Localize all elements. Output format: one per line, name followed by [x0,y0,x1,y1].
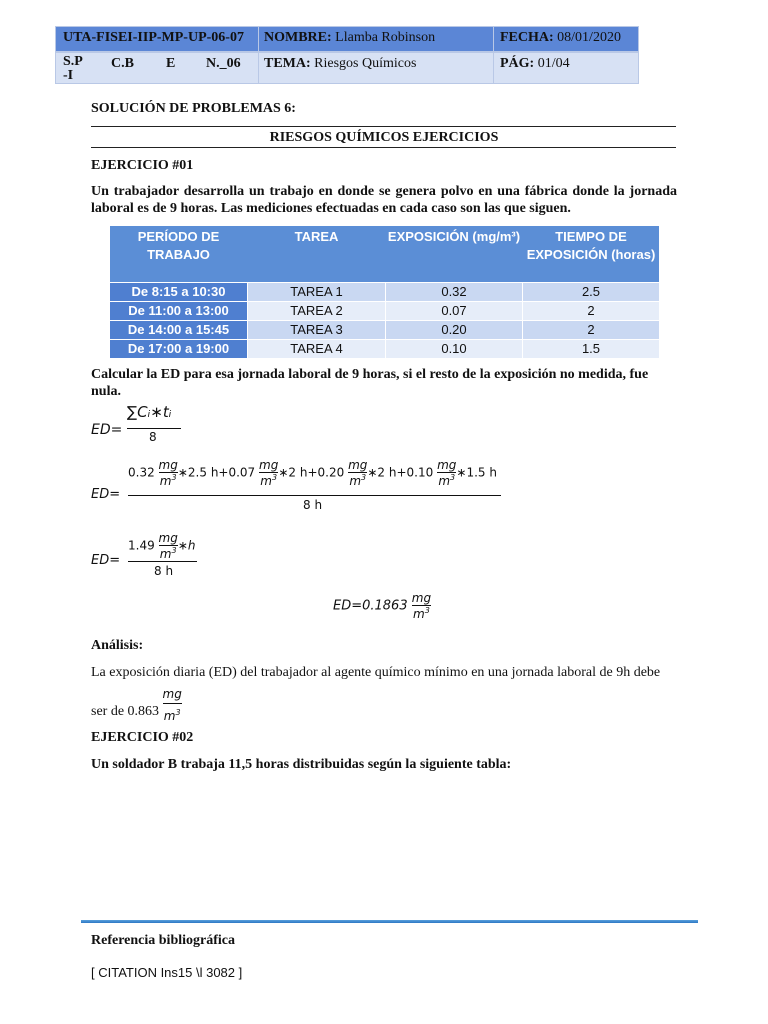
header-row-2 [55,52,639,84]
cell-tiempo: 1.5 [523,340,659,358]
table-row [110,302,659,320]
equation-2 [91,458,511,514]
ejercicio-1-statement: Un trabajador desarrolla un trabajo en donde se genera polvo en una fábrica donde la jornada laboral es de 9 horas. Las mediciones efectuadas en cada caso son las que siguen. [91,184,677,216]
table-row [110,283,659,301]
eq3-denominator: 8 h [154,564,174,578]
e-field: E [166,56,176,71]
reference-title: Referencia bibliográfica [91,933,235,948]
th-exposicion: EXPOSICIÓN (mg/m³) [387,229,521,244]
eq2-numerator: 0.32 $\frac{mg}{m^3}$ ∗2.5 h+0.07 $\frac{mg}{m^3}$ ∗2 h+0.20 $\frac{mg}{m^3}$ ∗2 h+0.10 $\frac{mg}{m^3}$ ∗1.5 h [128,458,497,488]
equation-4: ED=0.1863 $\frac{mg}{m^3}$ [333,591,432,621]
cell-tarea: TAREA 1 [248,283,385,301]
pag-field: PÁG: 01/04 [500,56,570,71]
cell-periodo: De 14:00 a 15:45 [110,321,247,339]
analysis-text: La exposición diaria (ED) del trabajador al agente químico mínimo en una jornada laboral de 9h debe [91,665,661,680]
table-row [110,340,659,358]
eq1-denominator: 8 [149,430,157,444]
th-periodo: PERÍODO DE TRABAJO [137,229,220,262]
fecha-field: FECHA: 08/01/2020 [500,30,621,45]
ejercicio-1-question: Calcular la ED para esa jornada laboral de 9 horas, si el resto de la exposición no medida, fue nula. [91,367,649,399]
eq3-numerator: 1.49 $\frac{mg}{m^3}$ ∗h [128,531,196,561]
eq3-lhs: ED= [91,553,121,568]
eq2-lhs: ED= [91,487,121,502]
cell-tarea: TAREA 4 [248,340,385,358]
title-rule-bottom [91,147,676,148]
cell-tarea: TAREA 3 [248,321,385,339]
ejercicio-2-title: EJERCICIO #02 [91,730,194,745]
footer-rule [81,920,698,923]
cell-tiempo: 2.5 [523,283,659,301]
cell-periodo: De 17:00 a 19:00 [110,340,247,358]
table-row [110,321,659,339]
header-row-1 [55,26,639,52]
cell-periodo: De 8:15 a 10:30 [110,283,247,301]
cell-exposicion: 0.32 [386,283,522,301]
title-rule-top [91,126,676,127]
citation-field[interactable]: [ CITATION Ins15 \l 3082 ] [91,965,243,980]
analysis-title: Análisis: [91,638,144,653]
doc-code: UTA-FISEI-IIP-MP-UP-06-07 [63,30,244,45]
eq1-numerator: ∑Cᵢ∗tᵢ [127,403,172,421]
cell-tiempo: 2 [523,302,659,320]
equation-3 [91,531,211,579]
cell-tiempo: 2 [523,321,659,339]
cell-exposicion: 0.20 [386,321,522,339]
main-title: RIESGOS QUÍMICOS EJERCICIOS [269,130,499,145]
n-field: N._06 [206,56,241,71]
eq1-lhs: ED= [91,422,123,438]
eq2-denominator: 8 h [303,498,323,512]
cell-exposicion: 0.10 [386,340,522,358]
cell-periodo: De 11:00 a 13:00 [110,302,247,320]
eq4-result: ED=0.1863 [333,598,408,614]
ejercicio-2-statement: Un soldador B trabaja 11,5 horas distribuidas según la siguiente tabla: [91,757,512,772]
section-title: SOLUCIÓN DE PROBLEMAS 6: [91,101,296,116]
ejercicio-1-title: EJERCICIO #01 [91,158,194,173]
table-header [110,226,659,282]
analysis-text-2: ser de 0.863 $\frac{mg}{m^3}$ [91,687,182,723]
tema-field: TEMA: Riesgos Químicos [264,56,417,71]
cell-tarea: TAREA 2 [248,302,385,320]
cb-field: C.B [111,56,134,71]
th-tarea: TAREA [294,229,339,244]
th-tiempo: TIEMPO DE EXPOSICIÓN (horas) [526,229,656,262]
nombre-field: NOMBRE: Llamba Robinson [264,30,436,45]
sp-field: S.P -I [63,54,83,83]
cell-exposicion: 0.07 [386,302,522,320]
